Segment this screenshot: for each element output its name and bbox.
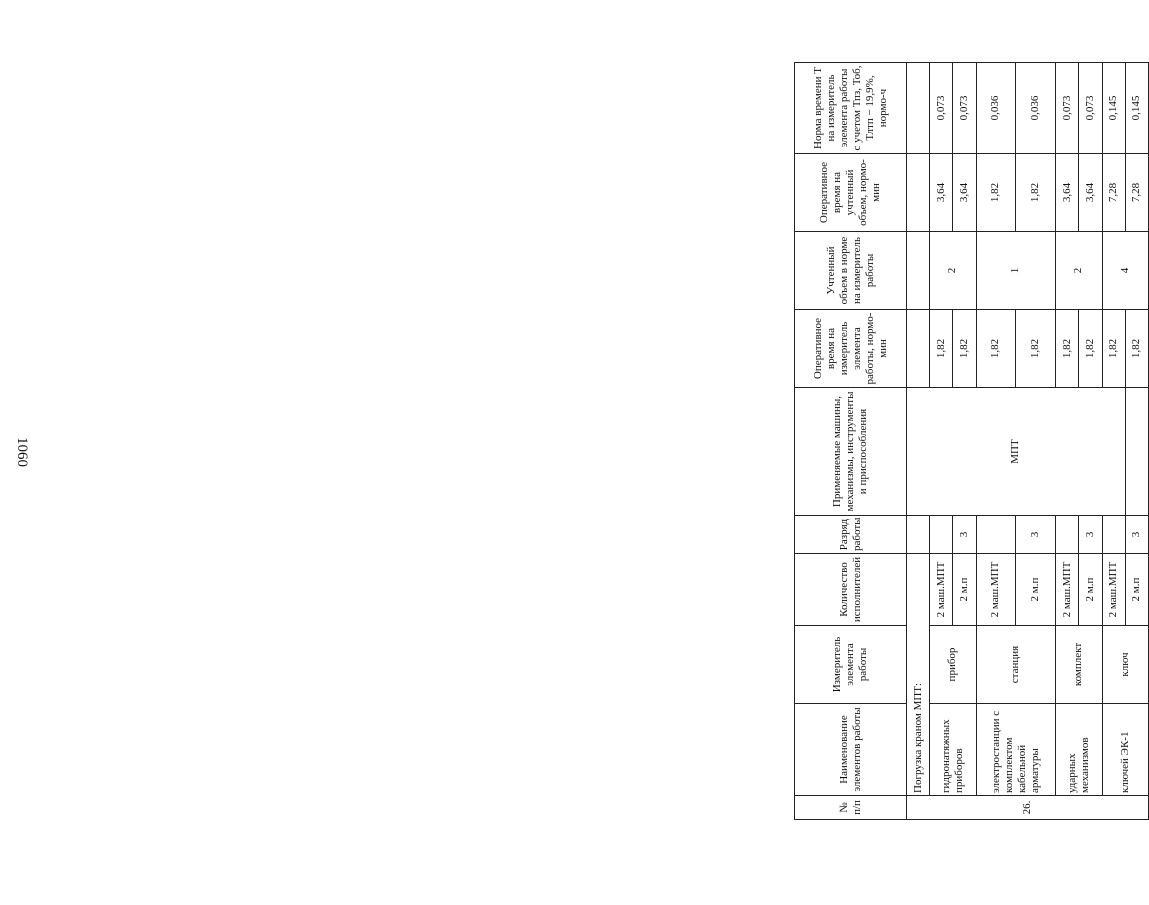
row-op-total: 7,28 (1102, 154, 1125, 232)
row-worker: 2 маш.МПТ (930, 554, 953, 626)
row-worker: 2 маш.МПТ (1056, 554, 1079, 626)
row-op-total: 3,64 (930, 154, 953, 232)
row-volume: 4 (1102, 232, 1148, 310)
row-grade (976, 516, 1016, 554)
row-op-time: 1,82 (953, 310, 976, 388)
machine-cell: МПТ (907, 388, 1126, 516)
row-meter: ключ (1102, 626, 1148, 704)
row-norm: 0,073 (930, 63, 953, 154)
row-name: ключей ЭК-1 (1102, 704, 1148, 796)
row-worker: 2 м.п (1016, 554, 1056, 626)
row-name: ударных механизмов (1056, 704, 1102, 796)
header-op-time: Оперативное время на измеритель элемента работы, нормо-мин (795, 310, 907, 388)
header-op-total: Оперативное время на учтенный объем, нормо-мин (795, 154, 907, 232)
row-worker: 2 м.п (1079, 554, 1102, 626)
row-norm: 0,073 (1056, 63, 1079, 154)
header-name: Наименование элементов работы (795, 704, 907, 796)
row-meter: станция (976, 626, 1056, 704)
row-grade (1102, 516, 1125, 554)
row-name: электростанции с комплектом кабельной арматуры (976, 704, 1056, 796)
row-op-total: 7,28 (1125, 154, 1148, 232)
row-worker: 2 м.п (1125, 554, 1148, 626)
rotated-table-frame (84, 65, 1143, 820)
header-workers: Количество исполнителей (795, 554, 907, 626)
row-volume: 2 (1056, 232, 1102, 310)
row-volume: 1 (976, 232, 1056, 310)
header-machines: Применяемые машины, механизмы, инструменты и приспособления (795, 388, 907, 516)
header-volume: Учтенный объем в норме на измеритель работы (795, 232, 907, 310)
group-number: 26. (907, 796, 1149, 820)
header-grade: Разряд работы (795, 516, 907, 554)
row-norm: 0,145 (1102, 63, 1125, 154)
row-grade: 3 (1079, 516, 1102, 554)
row-op-total: 1,82 (1016, 154, 1056, 232)
row-op-total: 1,82 (976, 154, 1016, 232)
row-op-time: 1,82 (1102, 310, 1125, 388)
row-norm: 0,036 (976, 63, 1016, 154)
row-meter: комплект (1056, 626, 1102, 704)
row-norm: 0,145 (1125, 63, 1148, 154)
row-norm: 0,036 (1016, 63, 1056, 154)
row-volume: 2 (930, 232, 976, 310)
row-grade: 3 (953, 516, 976, 554)
row-name: гидронатяжных приборов (930, 704, 976, 796)
row-op-time: 1,82 (1079, 310, 1102, 388)
row-op-time: 1,82 (1056, 310, 1079, 388)
row-op-time: 1,82 (1125, 310, 1148, 388)
row-op-total: 3,64 (1056, 154, 1079, 232)
header-norm: Норма времени Т на измеритель элемента работы с учетом Тпз, Тоб, Тлтп − 19,9%, нормо-ч (795, 63, 907, 154)
row-grade: 3 (1016, 516, 1056, 554)
row-grade: 3 (1125, 516, 1148, 554)
row-grade (1056, 516, 1079, 554)
row-norm: 0,073 (1079, 63, 1102, 154)
page-number: 1060 (14, 437, 30, 467)
row-worker: 2 маш.МПТ (1102, 554, 1125, 626)
group-intro: Погрузка краном МПТ: (907, 554, 930, 796)
header-meter: Измеритель элемента работы (795, 626, 907, 704)
norms-table (794, 62, 1149, 820)
row-op-time: 1,82 (1016, 310, 1056, 388)
row-worker: 2 маш.МПТ (976, 554, 1016, 626)
row-norm: 0,073 (953, 63, 976, 154)
row-grade (930, 516, 953, 554)
row-op-time: 1,82 (976, 310, 1016, 388)
row-worker: 2 м.п (953, 554, 976, 626)
row-op-total: 3,64 (1079, 154, 1102, 232)
header-num: № п/п (795, 796, 907, 820)
row-op-total: 3,64 (953, 154, 976, 232)
row-meter: прибор (930, 626, 976, 704)
row-op-time: 1,82 (930, 310, 953, 388)
